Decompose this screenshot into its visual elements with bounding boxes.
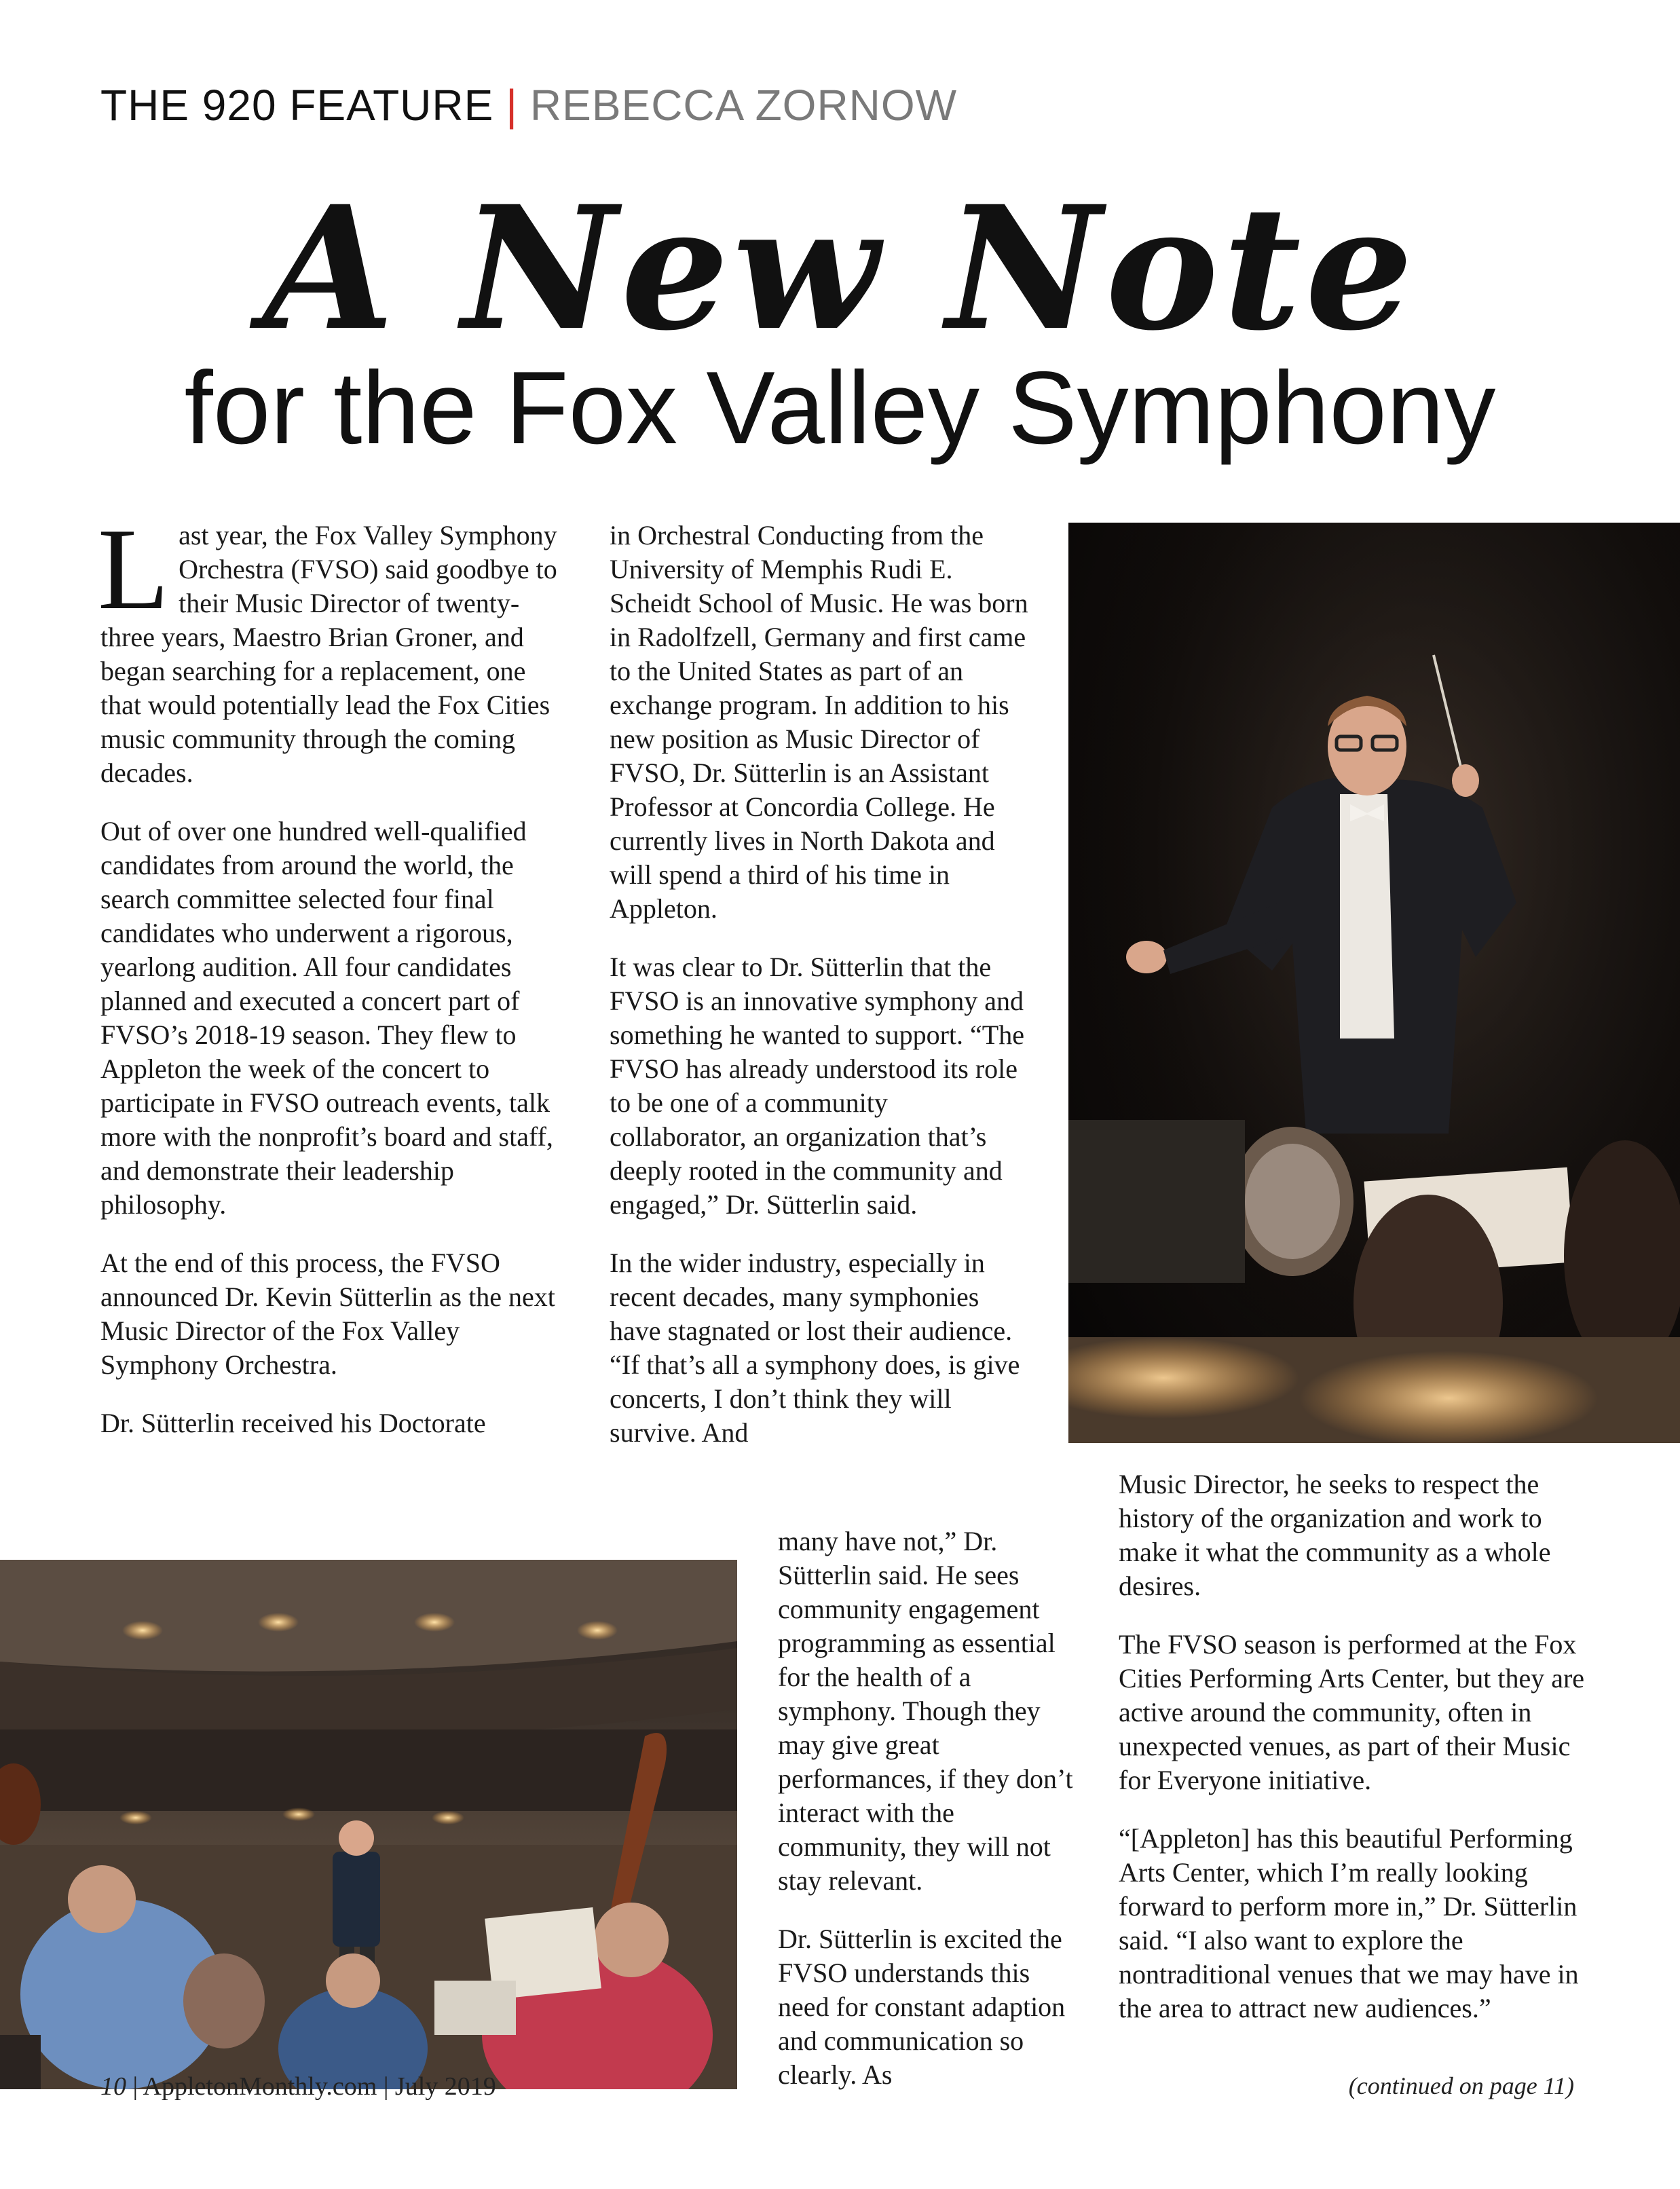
page-number: 10 [100, 2072, 126, 2101]
article-title: A New Note [263, 168, 1417, 368]
section-label: THE 920 FEATURE [100, 81, 494, 130]
drop-cap: L [98, 505, 170, 634]
paragraph: “[Appleton] has this beautiful Performing Arts Center, which I’m really looking forward to perform more in,” Dr. Sütterlin said. “I also want to explore the nontraditional venues that we may have in the area to attract new audiences.” [1119, 1823, 1579, 2023]
page-footer [100, 2072, 496, 2101]
paragraph: Dr. Sütterlin is excited the FVSO understands this need for constant adaption and communication so clearly. As [778, 1924, 1066, 2090]
kicker-separator: | [506, 81, 518, 130]
section-kicker [100, 80, 957, 130]
paragraph: Dr. Sütterlin received his Doctorate [100, 1408, 486, 1438]
article-subtitle: for the Fox Valley Symphony [184, 350, 1496, 466]
paragraph: Music Director, he seeks to respect the history of the organization and work to make it what the community as a whole desires. [1119, 1469, 1551, 1601]
footer-site: AppletonMonthly.com [143, 2072, 377, 2101]
paragraph: The FVSO season is performed at the Fox Cities Performing Arts Center, but they are active around the community, often in unexpected venues, as part of their Music for Everyone initiative. [1119, 1629, 1585, 1795]
footer-issue: July 2019 [394, 2072, 496, 2101]
paragraph-text: ast year, the Fox Valley Symphony Orchestra (FVSO) said goodbye to their Music Director of twenty-three years, Maestro Brian Groner, and began searching for a replacement, one that would potentially lead the Fox Cities music community through the coming decades. [100, 520, 557, 788]
article-column-3 [1119, 1467, 1587, 2050]
conductor-photo [1068, 523, 1680, 1443]
article-column-1 [98, 505, 562, 1465]
paragraph: Out of over one hundred well-qualified candidates from around the world, the search committee selected four final candidates who underwent a rigorous, yearlong audition. All four candidates planned and executed a concert part of FVSO’s 2018-19 season. They flew to Appleton the week of the concert to participate in FVSO outreach events, talk more with the nonprofit’s board and staff, and demonstrate their leadership philosophy. [100, 816, 553, 1220]
article-column-2-continued [778, 1524, 1077, 2116]
footer-separator: | [132, 2072, 143, 2101]
rehearsal-photo [0, 1560, 737, 2089]
author-name: REBECCA ZORNOW [529, 81, 958, 130]
continued-note: (continued on page 11) [1348, 2072, 1574, 2099]
footer-separator: | [383, 2072, 395, 2101]
article-column-2 [610, 519, 1030, 1474]
paragraph: in Orchestral Conducting from the University of Memphis Rudi E. Scheidt School of Music. He was born in Radolfzell, Germany and first came to the United States as part of an exchange program. In addition to his new position as Music Director of FVSO, Dr. Sütterlin is an Assistant Professor at Concordia College. He currently lives in North Dakota and will spend a third of his time in Appleton. [610, 520, 1028, 924]
paragraph: At the end of this process, the FVSO announced Dr. Kevin Sütterlin as the next Music Director of the Fox Valley Symphony Orchestra. [100, 1248, 555, 1380]
paragraph: It was clear to Dr. Sütterlin that the FVSO is an innovative symphony and something he wanted to support. “The FVSO has already understood its role to be one of a community collaborator, an organization that’s deeply rooted in the community and engaged,” Dr. Sütterlin said. [610, 952, 1024, 1220]
paragraph: In the wider industry, especially in recent decades, many symphonies have stagnated or lost their audience. “If that’s all a symphony does, is give concerts, I don’t think they will survive. And [610, 1248, 1020, 1448]
paragraph [98, 505, 562, 790]
paragraph: many have not,” Dr. Sütterlin said. He sees community engagement programming as essential for the health of a symphony. Though they may give great performances, if they don’t interact with the community, they will not stay relevant. [778, 1526, 1073, 1896]
